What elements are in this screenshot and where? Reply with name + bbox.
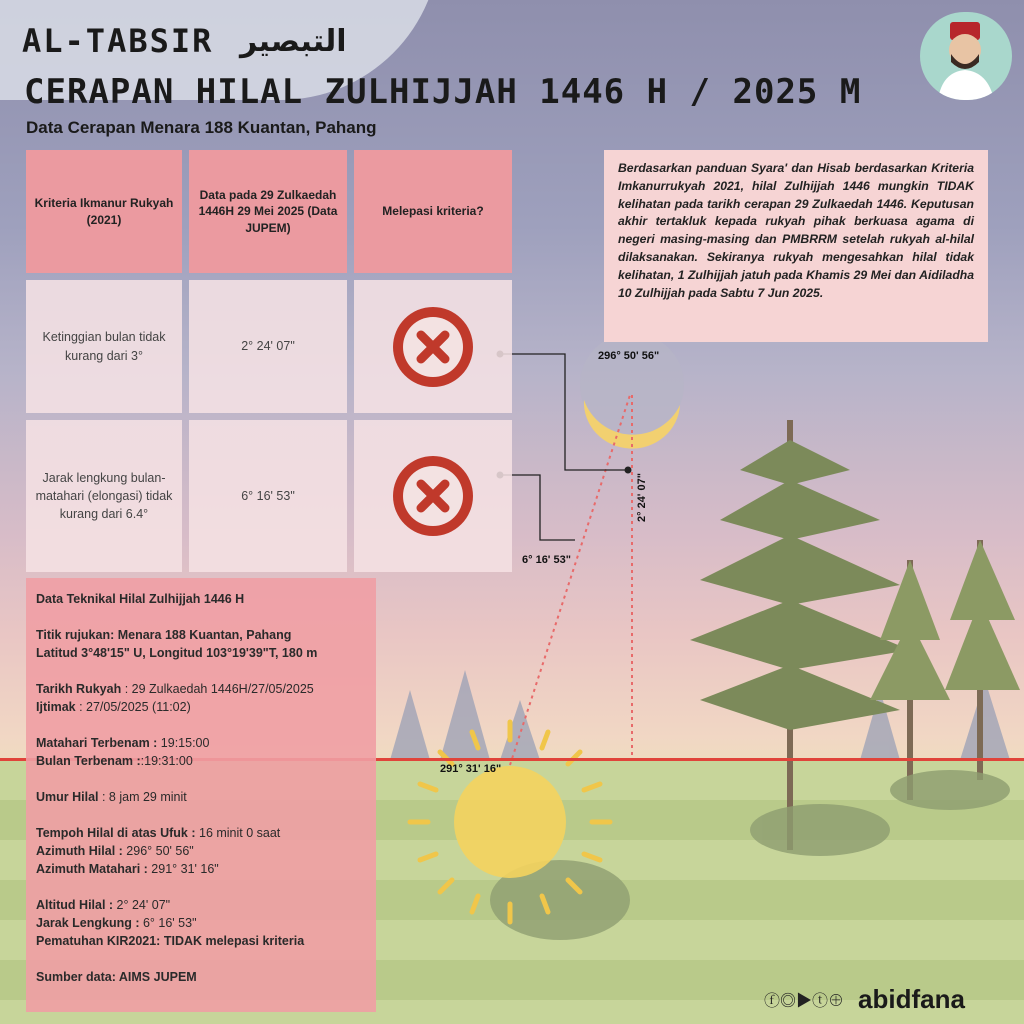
table-header-data: Data pada 29 Zulkaedah 1446H 29 Mei 2025 (Data JUPEM) [189,150,347,273]
side-trees [870,540,1020,700]
criterion-altitude: Ketinggian bulan tidak kurang dari 3° [26,280,182,413]
tech-row: Azimuth Hilal : 296° 50' 56" [36,844,194,858]
leader-dot [625,467,632,474]
cross-icon [390,453,476,539]
criterion-elongation: Jarak lengkung bulan-matahari (elongasi) tidak kurang dari 6.4° [26,420,182,572]
page-title: CERAPAN HILAL ZULHIJJAH 1446 H / 2025 M [24,72,862,112]
page-subtitle: Data Cerapan Menara 188 Kuantan, Pahang [26,118,377,137]
tech-row: Ijtimak : 27/05/2025 (11:02) [36,700,191,714]
brand-arabic: التبصير [240,24,347,59]
table-header-pass: Melepasi kriteria? [354,150,512,273]
tech-row: Matahari Terbenam : 19:15:00 [36,736,210,750]
reference-line2: Latitud 3°48'15" U, Longitud 103°19'39"T, 180 m [36,646,318,660]
tech-row: Sumber data: AIMS JUPEM [36,970,197,984]
tech-row: Jarak Lengkung : 6° 16' 53" [36,916,197,930]
value-elongation: 6° 16' 53" [189,420,347,572]
foreground-bushes [490,770,1010,940]
elongation-line [510,395,630,765]
reference-line1: Titik rujukan: Menara 188 Kuantan, Pahang [36,628,292,642]
tech-row: Tempoh Hilal di atas Ufuk : 16 minit 0 saat [36,826,281,840]
sun-azimuth-label: 291° 31' 16" [440,763,502,775]
tech-row: Pematuhan KIR2021: TIDAK melepasi kriteria [36,934,305,948]
technical-data-panel [26,578,376,1012]
value-altitude: 2° 24' 07" [189,280,347,413]
pass-elongation [354,420,512,572]
moon-altitude-label: 2° 24' 07" [636,473,648,522]
tech-row: Tarikh Rukyah : 29 Zulkaedah 1446H/27/05/2025 [36,682,314,696]
pass-altitude [354,280,512,413]
tech-row: Azimuth Matahari : 291° 31' 16" [36,862,219,876]
footer-brand: abidfana [858,984,965,1014]
tech-row: Umur Hilal : 8 jam 29 minit [36,790,187,804]
avatar [920,12,1012,100]
social-icons[interactable]: ⓕ◎▶ⓣ⊕ [764,993,845,1010]
tech-row: Altitud Hilal : 2° 24' 07" [36,898,171,912]
cross-icon [390,304,476,390]
brand-latin: AL-TABSIR [22,22,214,60]
moon-azimuth-label: 296° 50' 56" [598,350,660,362]
tech-row: Bulan Terbenam ::19:31:00 [36,754,193,768]
person-icon [920,12,1012,100]
elongation-label: 6° 16' 53" [522,554,571,566]
info-text: Berdasarkan panduan Syara' dan Hisab berdasarkan Kriteria Imkanurrukyah 2021, hilal Zulhijjah 1446 mungkin TIDAK kelihatan pada tarikh cerapan 29 Zulkaedah 1446. Keputusan akhir tertakluk kepada rukyah pihak berkuasa agama di negeri masing-masing dan PMBRRM setelah rukyah al-hilal dilaksanakan. Sekiranya rukyah mengesahkan hilal tidak kelihatan, 1 Zulhijjah jatuh pada Khamis 29 Mei dan Aidiladha 10 Zulhijjah pada Sabtu 7 Jun 2025. [604,150,988,342]
technical-title: Data Teknikal Hilal Zulhijjah 1446 H [36,592,245,606]
table-header-criteria: Kriteria Ikmanur Rukyah (2021) [26,150,182,273]
